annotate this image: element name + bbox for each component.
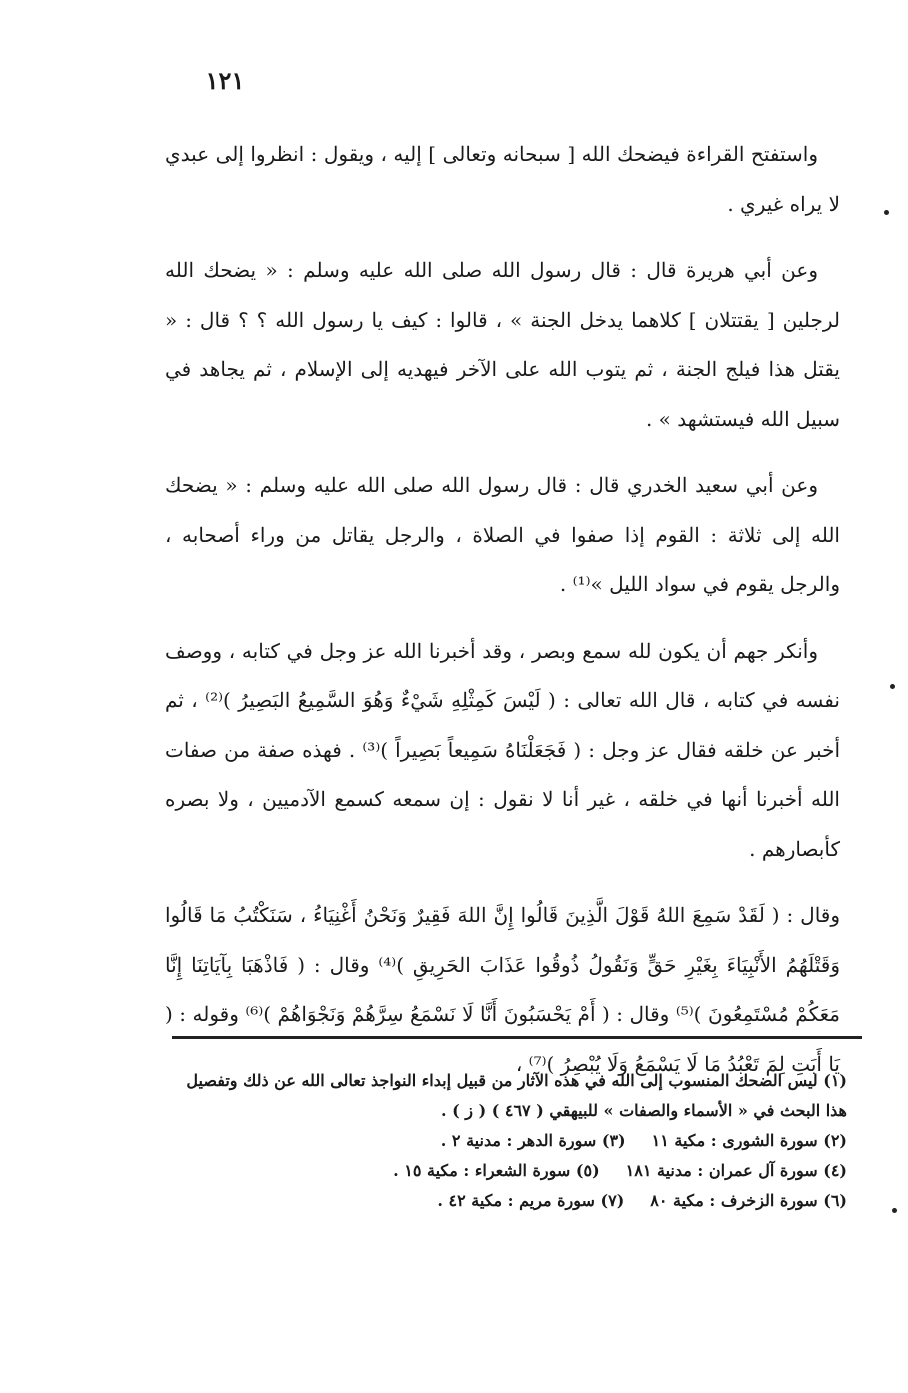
footnote-4: (٤) سورة آل عمران : مدنية ١٨١ — [625, 1161, 847, 1180]
scan-speck — [892, 1208, 897, 1213]
footnote-6: (٦) سورة الزخرف : مكية ٨٠ — [650, 1191, 847, 1210]
footnote-1: (١) ليس الضحك المنسوب إلى الله في هذه الآثار من قبيل إبداء النواجذ تعالى الله عن ذلك وتفصيل هذا البحث في « الأسماء والصفات » للبيهقي ( ٤٦٧ ) ( ز ) . — [186, 1071, 847, 1120]
footnote-separator — [172, 1036, 862, 1039]
paragraph-quran-verses: وقال : ( لَقَدْ سَمِعَ اللهُ قَوْلَ الَّذِينَ قَالُوا إِنَّ اللهَ فَقِيرٌ وَنَحْنُ أَغْنِيَاءُ ، سَنَكْتُبُ مَا قَالُوا وَقَتْلَهُمُ الأَنْبِيَاءَ بِغَيْرِ حَقٍّ وَنَقُولُ ذُوقُوا عَذَابَ الحَرِيقِ )⁽⁴⁾ وقال : ( فَاذْهَبَا بِآيَاتِنَا إِنَّا مَعَكُمْ مُسْتَمِعُونَ )⁽⁵⁾ وقال : ( أَمْ يَحْسَبُونَ أَنَّا لَا نَسْمَعُ سِرَّهُمْ وَنَجْوَاهُمْ )⁽⁶⁾ وقوله : ( يَا أَبَتِ لِمَ تَعْبُدُ مَا لَا يَسْمَعُ وَلَا يُبْصِرُ )⁽⁷⁾ ، — [165, 903, 841, 1076]
footnote-3: (٣) سورة الدهر : مدنية ٢ . — [440, 1131, 626, 1150]
scan-speck — [890, 684, 895, 689]
paragraph-opening: واستفتح القراءة فيضحك الله [ سبحانه وتعالى ] إليه ، ويقول : انظروا إلى عبدي لا يراه غيري . — [165, 142, 840, 216]
footnote-7: (٧) سورة مريم : مكية ٤٢ . — [437, 1191, 625, 1210]
footnote-row — [175, 1186, 847, 1216]
scan-speck — [884, 210, 889, 215]
main-text — [165, 130, 840, 1089]
footnote-row — [175, 1156, 847, 1186]
footnote-2: (٢) سورة الشورى : مكية ١١ — [651, 1131, 847, 1150]
paragraph-abu-said: وعن أبي سعيد الخدري قال : قال رسول الله صلى الله عليه وسلم : « يضحك الله إلى ثلاثة : القوم إذا صفوا في الصلاة ، والرجل يقاتل من وراء أصحابه ، والرجل يقوم في سواد الليل »⁽¹⁾ . — [165, 473, 840, 596]
paragraph-abu-hurayra: وعن أبي هريرة قال : قال رسول الله صلى الله عليه وسلم : « يضحك الله لرجلين [ يقتتلان ] كلاهما يدخل الجنة » ، قالوا : كيف يا رسول الله ؟ ؟ قال : « يقتل هذا فيلج الجنة ، ثم يتوب الله على الآخر فيهديه إلى الإسلام ، ثم يجاهد في سبيل الله فيستشهد » . — [165, 258, 840, 431]
footnote-row — [175, 1126, 847, 1156]
footnotes — [175, 1066, 847, 1216]
page-number: ١٢١ — [205, 66, 245, 95]
footnote-5: (٥) سورة الشعراء : مكية ١٥ . — [393, 1161, 600, 1180]
paragraph-jahm: وأنكر جهم أن يكون لله سمع وبصر ، وقد أخبرنا الله عز وجل في كتابه ، ووصف نفسه في كتابه ، قال الله تعالى : ( لَيْسَ كَمِثْلِهِ شَيْءٌ وَهُوَ السَّمِيعُ البَصِيرُ )⁽²⁾ ، ثم أخبر عن خلقه فقال عز وجل : ( فَجَعَلْنَاهُ سَمِيعاً بَصِيراً )⁽³⁾ . فهذه صفة من صفات الله أخبرنا أنها في خلقه ، غير أنا لا نقول : إن سمعه كسمع الآدميين ، ولا بصره كأبصارهم . — [165, 638, 840, 861]
